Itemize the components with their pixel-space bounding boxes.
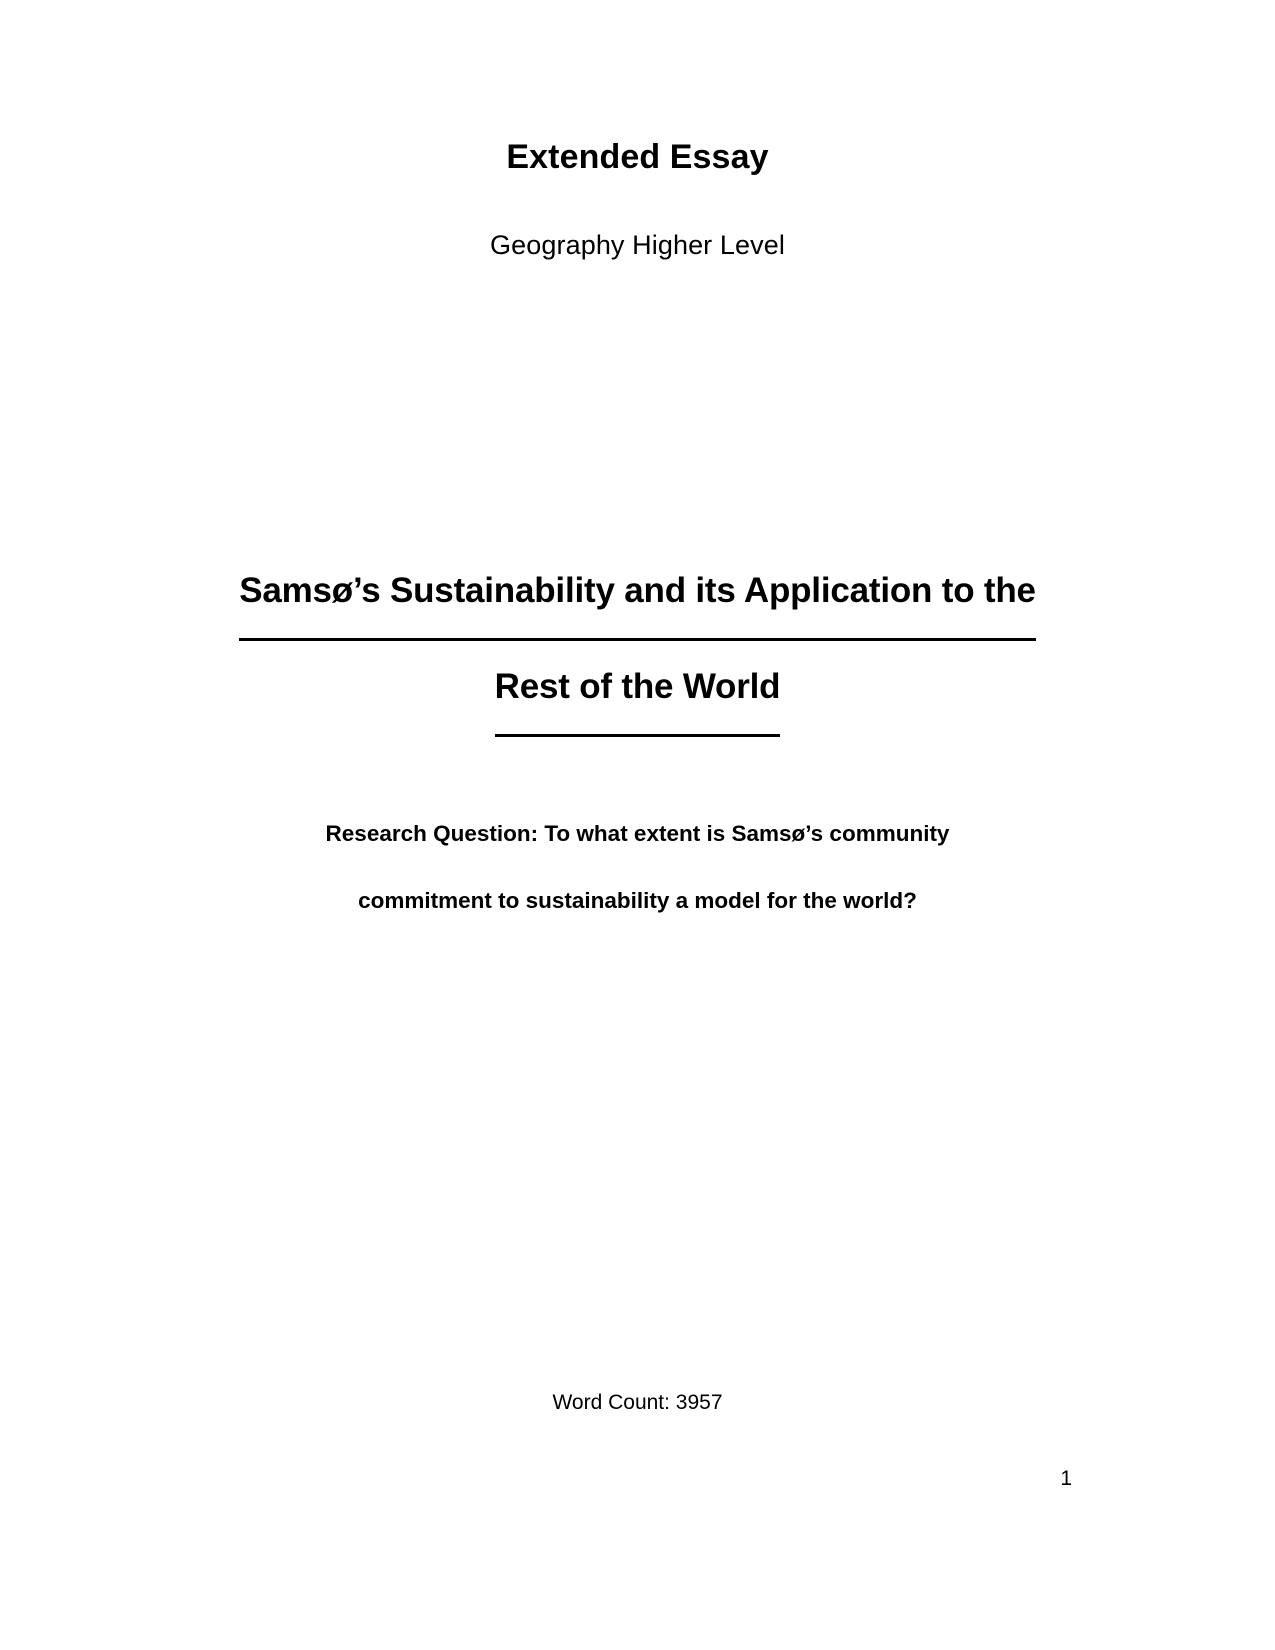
research-question [0, 800, 1275, 934]
essay-title [0, 545, 1275, 737]
document-type-heading: Extended Essay [506, 138, 769, 176]
essay-title-line-2-text: Rest of the World [495, 641, 781, 737]
essay-title-line-1-text: Samsø’s Sustainability and its Application to the [239, 545, 1036, 641]
word-count-label: Word Count: 3957 [552, 1391, 723, 1414]
research-question-line-2: commitment to sustainability a model for the world? [358, 888, 917, 913]
page-number: 1 [1060, 1467, 1072, 1490]
essay-title-line-1 [0, 545, 1275, 641]
research-question-line-1: Research Question: To what extent is Samsø’s community [325, 821, 950, 846]
essay-title-line-2 [0, 641, 1275, 737]
subject-and-level-line: Geography Higher Level [490, 230, 785, 260]
